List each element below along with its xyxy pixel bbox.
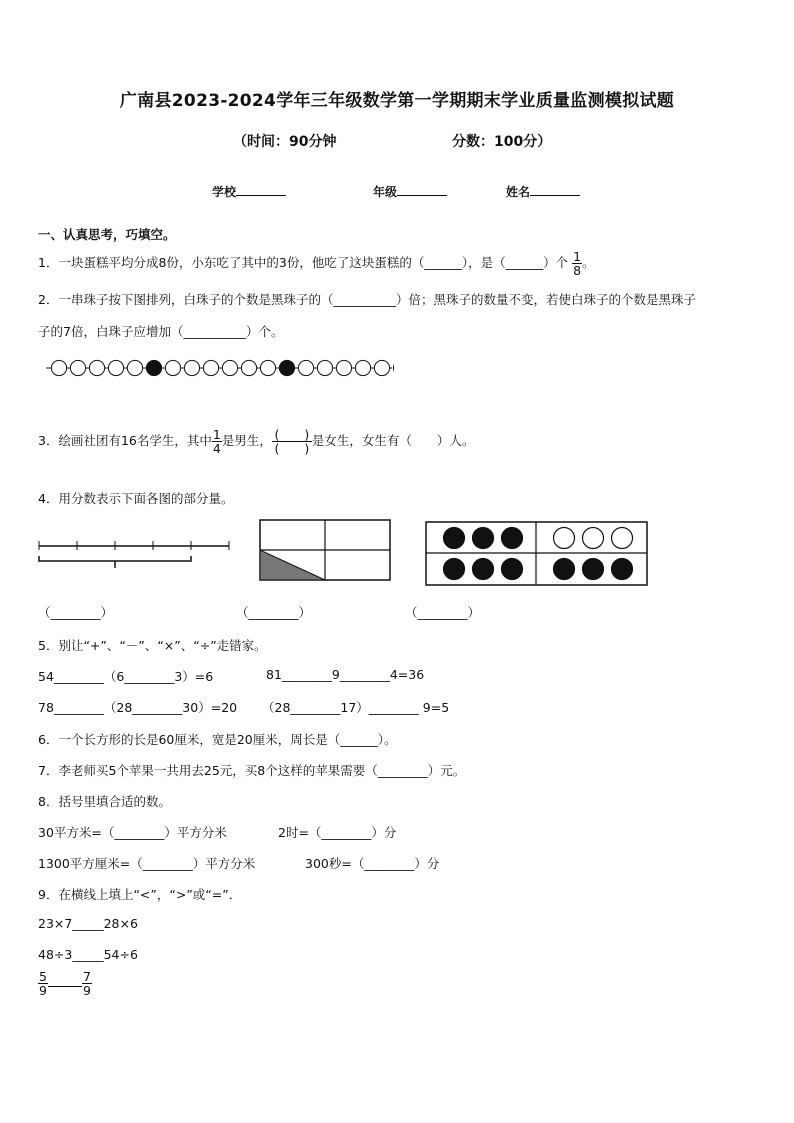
q8-row2-right[interactable]: 300秒=（________）分 (305, 856, 440, 871)
white-circle (583, 528, 604, 549)
white-bead (241, 360, 256, 375)
grade-blank[interactable] (397, 183, 447, 196)
time-label: （时间：90分钟 (233, 134, 337, 150)
q9-fraction-2: $\frac{7}{9}$ (82, 969, 91, 999)
white-bead (393, 360, 394, 375)
name-blank[interactable] (530, 183, 580, 196)
white-bead (203, 360, 218, 375)
q4-rectangle-figure (259, 519, 393, 583)
school-field[interactable] (212, 183, 286, 200)
white-bead (89, 360, 104, 375)
q5-row1-left[interactable]: 54________（6________3）=6 (38, 669, 214, 684)
q4-segment-figure (36, 536, 236, 576)
white-bead (260, 360, 275, 375)
q1-text: 1．一块蛋糕平均分成8份，小东吃了其中的3份，他吃了这块蛋糕的（______），是（______）个 (38, 255, 569, 270)
white-bead (317, 360, 332, 375)
school-blank[interactable] (236, 183, 286, 196)
question-1: 1．一块蛋糕平均分成8份，小东吃了其中的3份，他吃了这块蛋糕的（______），是（______）个 $\frac{1}{8}$ 。 (38, 248, 595, 278)
black-circle (473, 559, 494, 580)
white-bead (51, 360, 66, 375)
white-circle (554, 528, 575, 549)
q8-row1-left[interactable]: 30平方米=（________）平方分米 (38, 825, 227, 840)
black-circle (583, 559, 604, 580)
q4-answer-1[interactable]: （________） (38, 605, 114, 620)
white-bead (70, 360, 85, 375)
white-bead (336, 360, 351, 375)
score-label: 分数：100分） (452, 134, 552, 150)
name-label: 姓名 (506, 185, 531, 199)
name-field[interactable] (506, 183, 580, 200)
white-bead (222, 360, 237, 375)
white-bead (374, 360, 389, 375)
q3-text: 3．绘画社团有16名学生，其中 (38, 433, 212, 449)
q2-line1: 2．一串珠子按下图排列，白珠子的个数是黑珠子的（__________）倍；黑珠子的数量不变，若使白珠子的个数是黑珠子 (38, 292, 696, 307)
bead-string (44, 356, 394, 380)
white-circle (612, 528, 633, 549)
black-circle (612, 559, 633, 580)
brace (39, 556, 191, 568)
q9-text: 9．在横线上填上“<”，“>”或“=”． (38, 887, 242, 902)
white-bead (184, 360, 199, 375)
section-heading: 一、认真思考，巧填空。 (38, 227, 176, 242)
beads-group (51, 360, 394, 375)
q7-text: 7．李老师买5个苹果一共用去25元，买8个这样的苹果需要（________）元。 (38, 763, 466, 778)
grade-label: 年级 (373, 185, 398, 199)
q9-blank[interactable] (48, 976, 82, 987)
black-circle (444, 528, 465, 549)
q9-row3[interactable] (38, 970, 92, 997)
black-circle (502, 528, 523, 549)
white-bead (165, 360, 180, 375)
q5-row1-right[interactable]: 81________9________4=36 (266, 667, 425, 682)
black-bead (146, 360, 161, 375)
q5-text: 5．别让“+”、“－”、“×”、“÷”走错家。 (38, 638, 267, 653)
q9-row1[interactable]: 23×7_____28×6 (38, 916, 138, 931)
q4-circles-figure (425, 521, 649, 587)
q4-answer-3[interactable]: （________） (405, 605, 481, 620)
q1-fraction: $\frac{1}{8}$ (573, 248, 582, 278)
q5-row2-right[interactable]: （28________17）________ 9=5 (262, 700, 450, 715)
question-3: 3．绘画社团有16名学生，其中 $\frac{1}{4}$ 是男生， $\frac{( )}{( )}$ 是女生，女生有（ ）人。 (38, 427, 475, 457)
white-bead (298, 360, 313, 375)
q4-text: 4．用分数表示下面各图的部分量。 (38, 491, 234, 506)
q8-row1-right[interactable]: 2时=（________）分 (278, 825, 397, 840)
q5-row2-left[interactable]: 78________（28________30）=20 (38, 700, 238, 715)
q4-answer-2[interactable]: （________） (236, 605, 312, 620)
q9-fraction-1: $\frac{5}{9}$ (39, 969, 47, 999)
q2-line2: 子的7倍，白珠子应增加（__________）个。 (38, 324, 284, 339)
q6-text: 6．一个长方形的长是60厘米，宽是20厘米，周长是（______）。 (38, 732, 397, 747)
q8-text: 8．括号里填合适的数。 (38, 794, 171, 809)
black-bead (279, 360, 294, 375)
school-label: 学校 (212, 185, 237, 199)
black-circle (502, 559, 523, 580)
black-circle (473, 528, 494, 549)
black-circle (554, 559, 575, 580)
q3-fraction-2[interactable]: $\frac{( )}{( )}$ (272, 428, 312, 455)
grade-field[interactable] (373, 183, 447, 200)
white-bead (127, 360, 142, 375)
q3-fraction-1: $\frac{1}{4}$ (212, 427, 221, 457)
q8-row2-left[interactable]: 1300平方厘米=（________）平方分米 (38, 856, 256, 871)
black-circle (444, 559, 465, 580)
page-title: 广南县2023-2024学年三年级数学第一学期期末学业质量监测模拟试题 (119, 91, 675, 111)
white-bead (355, 360, 370, 375)
q9-row2[interactable]: 48÷3_____54÷6 (38, 947, 138, 962)
white-bead (108, 360, 123, 375)
